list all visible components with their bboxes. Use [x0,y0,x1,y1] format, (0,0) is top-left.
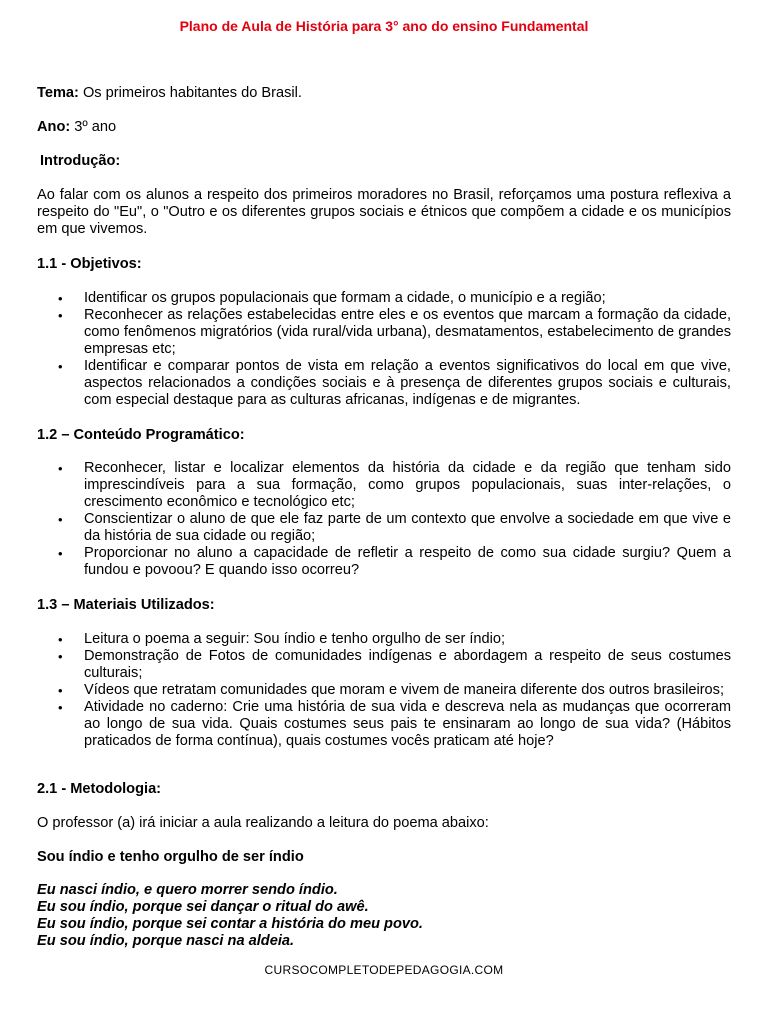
list-item: • Atividade no caderno: Crie uma história de sua vida e descreva nela as mudanças que ocorreram ao longo de sua vida. Quais costumes seus pais te ensinaram ao longo de sua vida? (Hábitos praticados de forma contínua), quais costumes vocês praticam até hoje? [37,699,731,750]
list-item: • Leitura o poema a seguir: Sou índio e tenho orgulho de ser índio; [37,631,731,648]
poem-line: Eu sou índio, porque sei contar a história do meu povo. [37,916,423,932]
list-item: • Conscientizar o aluno de que ele faz parte de um contexto que envolve a sociedade em que vive e da história de sua cidade ou região; [37,511,731,545]
intro-paragraph: Ao falar com os alunos a respeito dos primeiros moradores no Brasil, reforçamos uma postura reflexiva a respeito do "Eu", o "Outro e os diferentes grupos sociais e étnicos que compõem a cidade e os municípios em que vivemos. [37,187,731,237]
list-item: • Reconhecer, listar e localizar elementos da história da cidade e da região que tenham sido imprescindíveis para a sua formação, como grupos populacionais, suas inter-relações, o crescimento econômico e tecnológico etc; [37,460,731,511]
document-title: Plano de Aula de História para 3° ano do ensino Fundamental [179,18,589,34]
poem-line: Eu sou índio, porque nasci na aldeia. [37,933,295,949]
content-heading: 1.2 – Conteúdo Programático: [37,427,245,443]
theme-line [37,85,731,102]
materials-heading: 1.3 – Materiais Utilizados: [37,597,215,613]
year-value: 3º ano [70,119,117,135]
list-item: • Identificar os grupos populacionais que formam a cidade, o município e a região; [37,290,731,307]
poem-body [37,882,731,950]
materials-list [37,631,731,750]
objectives-heading: 1.1 - Objetivos: [37,256,142,272]
theme-label: Tema: [37,85,79,101]
list-item: • Vídeos que retratam comunidades que moram e vivem de maneira diferente dos outros brasileiros; [37,682,731,699]
objectives-list [37,290,731,409]
content-list [37,460,731,579]
poem-title: Sou índio e tenho orgulho de ser índio [37,849,304,865]
theme-value: Os primeiros habitantes do Brasil. [78,85,302,101]
methodology-paragraph: O professor (a) irá iniciar a aula realizando a leitura do poema abaixo: [37,815,489,831]
list-item: • Demonstração de Fotos de comunidades indígenas e abordagem a respeito de seus costumes culturais; [37,648,731,682]
footer-website: CURSOCOMPLETODEPEDAGOGIA.COM [264,963,504,977]
intro-heading: Introdução: [40,153,121,169]
year-label: Ano: [37,119,71,135]
poem-line: Eu nasci índio, e quero morrer sendo índio. [37,882,338,898]
year-line [37,119,731,136]
list-item: • Identificar e comparar pontos de vista em relação a eventos significativos do local em que vive, aspectos relacionados a condições sociais e à presença de diferentes grupos sociais e culturais, com especial destaque para as culturas africanas, indígenas e de migrantes. [37,358,731,409]
methodology-heading: 2.1 - Metodologia: [37,781,162,797]
list-item: • Reconhecer as relações estabelecidas entre eles e os eventos que marcam a formação da cidade, como fenômenos migratórios (vida rural/vida urbana), desmatamentos, estabelecimento de grandes empresas etc; [37,307,731,358]
poem-line: Eu sou índio, porque sei dançar o ritual do awê. [37,899,369,915]
list-item: • Proporcionar no aluno a capacidade de refletir a respeito de como sua cidade surgiu? Quem a fundou e povoou? E quando isso ocorreu? [37,545,731,579]
